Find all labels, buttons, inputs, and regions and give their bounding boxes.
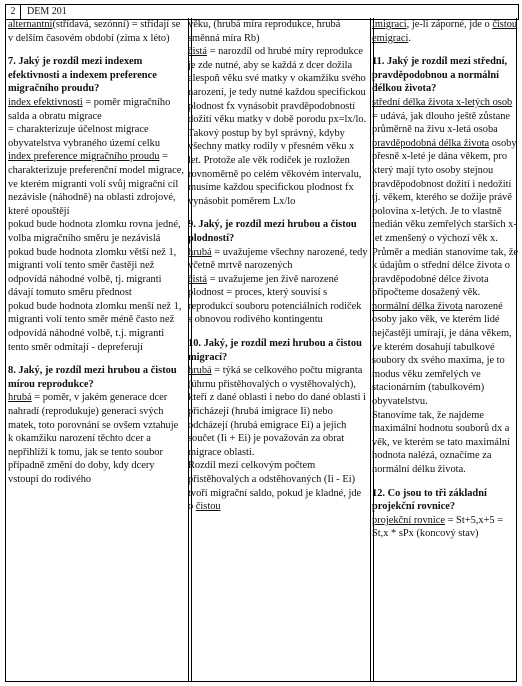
question-12: 12. Co jsou to tři základní projekční rovnice? (372, 487, 487, 513)
term: pravděpodobná délka života (372, 137, 490, 149)
paragraph (188, 459, 368, 513)
text: narozené osoby jako věk, ve kterém lidé nejčastěji umírají, je dána věkem, ve kterém dosahují tabulkové soubory dx svého maxima, je to modus věku zemřelých ve stacionárním (tabulkovém) obyvatelstvu. (372, 300, 512, 408)
term: střední délka života x-letých osob (372, 96, 513, 108)
question-7: 7. Jaký je rozdíl mezi indexem efektivnosti a indexem preference migračního proudu? (8, 56, 157, 95)
text: = týká se celkového počtu migranta (úhrnu přistěhovalých o vystěhovalých), kteří z dané oblasti i nebo do dané oblasti i přicházejí (hrubá imigrace Ii) nebo odcházejí (hrubá emigrace Ei) a jejich součet (Ii + Ei) je považován za obrat migrace oblasti. (188, 365, 367, 458)
paragraph: pokud bude hodnota zlomku větší než 1, migranti volí tento směr častěji než odpovídá náhodné volbě, tj. migranti dávají tomuto směru přednost (8, 246, 177, 299)
term: čistá (188, 273, 208, 285)
text: = uvažujeme jen živě narozené (207, 273, 339, 285)
column-1 (6, 18, 186, 681)
text: , je-li záporné, jde o (406, 19, 493, 30)
question-8: 8. Jaký, je rozdíl mezi hrubou a čistou mírou reprodukce? (8, 365, 177, 390)
paragraph (8, 96, 184, 123)
text: = charakterizuje preferenční model migrace, ve kterém migranti volí svůj migrační cíl nezávisle (náhodně) na oblasti zdrojové, které opouštějí (8, 151, 184, 217)
paragraph (372, 137, 518, 300)
term: čistou emigraci (372, 19, 518, 44)
question-10: 10. Jaký, je rozdíl mezi hrubou a čistou migrací? (188, 338, 362, 363)
paragraph (8, 18, 184, 45)
text: = uvažujeme všechny narozené, tedy včetně mrtvě narozených (188, 246, 368, 272)
paragraph (188, 246, 368, 273)
page-number: 2 (6, 5, 21, 19)
text: = poměr migračního salda a obratu migrace (8, 96, 171, 122)
text: = poměr, v jakém generace dcer nahradí (reprodukuje) generaci svých matek, toto porovnání se ovšem vztahuje k okamžiku narození těchto dcer a nepřihlíží k tomu, jak se tento soubor případně změní do doby, kdy dcery vstoupí do rodivého (8, 392, 179, 485)
term: index preference migračního proudu (8, 151, 160, 163)
term: alternantní (8, 19, 53, 30)
document-page (5, 18, 517, 682)
term: hrubá (188, 365, 212, 377)
text: Rozdíl mezi celkovým počtem přistěhovalých a odstěhovaných (Ii - Ei) tvoří migrační saldo, pokud je kladné, jde o (188, 460, 362, 513)
term: hrubá (8, 392, 32, 404)
paragraph (372, 96, 518, 137)
term: čistá (188, 46, 208, 58)
paragraph: = charakterizuje účelnost migrace obyvatelstva vybraného území celku (8, 124, 161, 149)
text: = narozdíl od hrubé míry reprodukce je zde nutné, aby se každá z dcer dožila alespoň věku své matky v okamžiku svého narození, je tedy nutné každou specifickou plodnost fx vynásobit pravděpodobností dožití věku matky v době porodu px=lx/lo. Takový postup by byl správný, kdyby všechny matky rodily v přesném věku x let. Protože ale věk rodiček je rozložen rovnoměrně po celém věkovém intervalu, musíme každou specifickou plodnost fx vynásobit poměrem Lx/lo (188, 46, 367, 207)
text: . (408, 32, 411, 44)
paragraph (8, 150, 184, 218)
paragraph (372, 514, 518, 541)
term: čistou (195, 501, 221, 513)
text: = St+5,x+5 = St,x * sPx (koncový stav) (372, 514, 504, 540)
paragraph (8, 391, 184, 486)
paragraph: věku, (hrubá míra reprodukce, hrubá směnná míra Rb) (188, 19, 341, 44)
paragraph (188, 45, 368, 208)
paragraph: plodnost = proces, který souvisí s reprodukcí souboru potenciálních rodiček s obnovou rodivého kontingentu (188, 287, 362, 326)
question-11: 11. Jaký je rozdíl mezi střední, pravděpodobnou a normální délkou života? (372, 56, 508, 95)
term: imigraci (372, 19, 407, 30)
text: (střídavá, sezónní) = střídají se v delším časovém období (zima x léto) (8, 19, 181, 44)
paragraph: pokud bude hodnota zlomku rovna jedné, volba migračního směru je nezávislá (8, 219, 181, 244)
text: osoby přesně x-leté je dána věkem, pro který mají tyto osoby stejnou pravděpodobnost dožití i nedožití tj. věkem, kterého se dožije právě polovina x-letých. Je to vlastně medián věku zemřelých starších x-let zmenšený o výchozí věk x. Průměr a medián stanovíme tak, že k údajům o střední délce života o pravděpodobné délce života připočteme dosažený věk. (372, 137, 518, 299)
column-2 (186, 18, 370, 681)
question-9: 9. Jaký, je rozdíl mezi hrubou a čistou plodností? (188, 219, 357, 244)
paragraph (372, 300, 518, 409)
paragraph: Stanovíme tak, že najdeme maximální hodnotu souborů dx a věk, ve kterém se tato maximální hodnota nalézá, označíme za normální délku života. (372, 409, 510, 475)
text: = udává, jak dlouho ještě zůstane průměrně na živu x-letá osoba (372, 110, 511, 136)
paragraph (372, 18, 518, 45)
term: normální délka života (372, 300, 463, 312)
paragraph: pokud bude hodnota zlomku menší než 1, migranti volí tento směr méně často než odpovídá náhodné volbě, t.j. migranti tento směr odmítají - depreferují (8, 300, 182, 353)
term: projekční rovnice (372, 514, 445, 526)
paragraph (188, 364, 368, 459)
term: index efektivnosti (8, 96, 83, 108)
document-title: DEM 201 (27, 6, 67, 17)
paragraph (188, 273, 368, 287)
column-3 (370, 18, 520, 681)
term: hrubá (188, 246, 212, 258)
